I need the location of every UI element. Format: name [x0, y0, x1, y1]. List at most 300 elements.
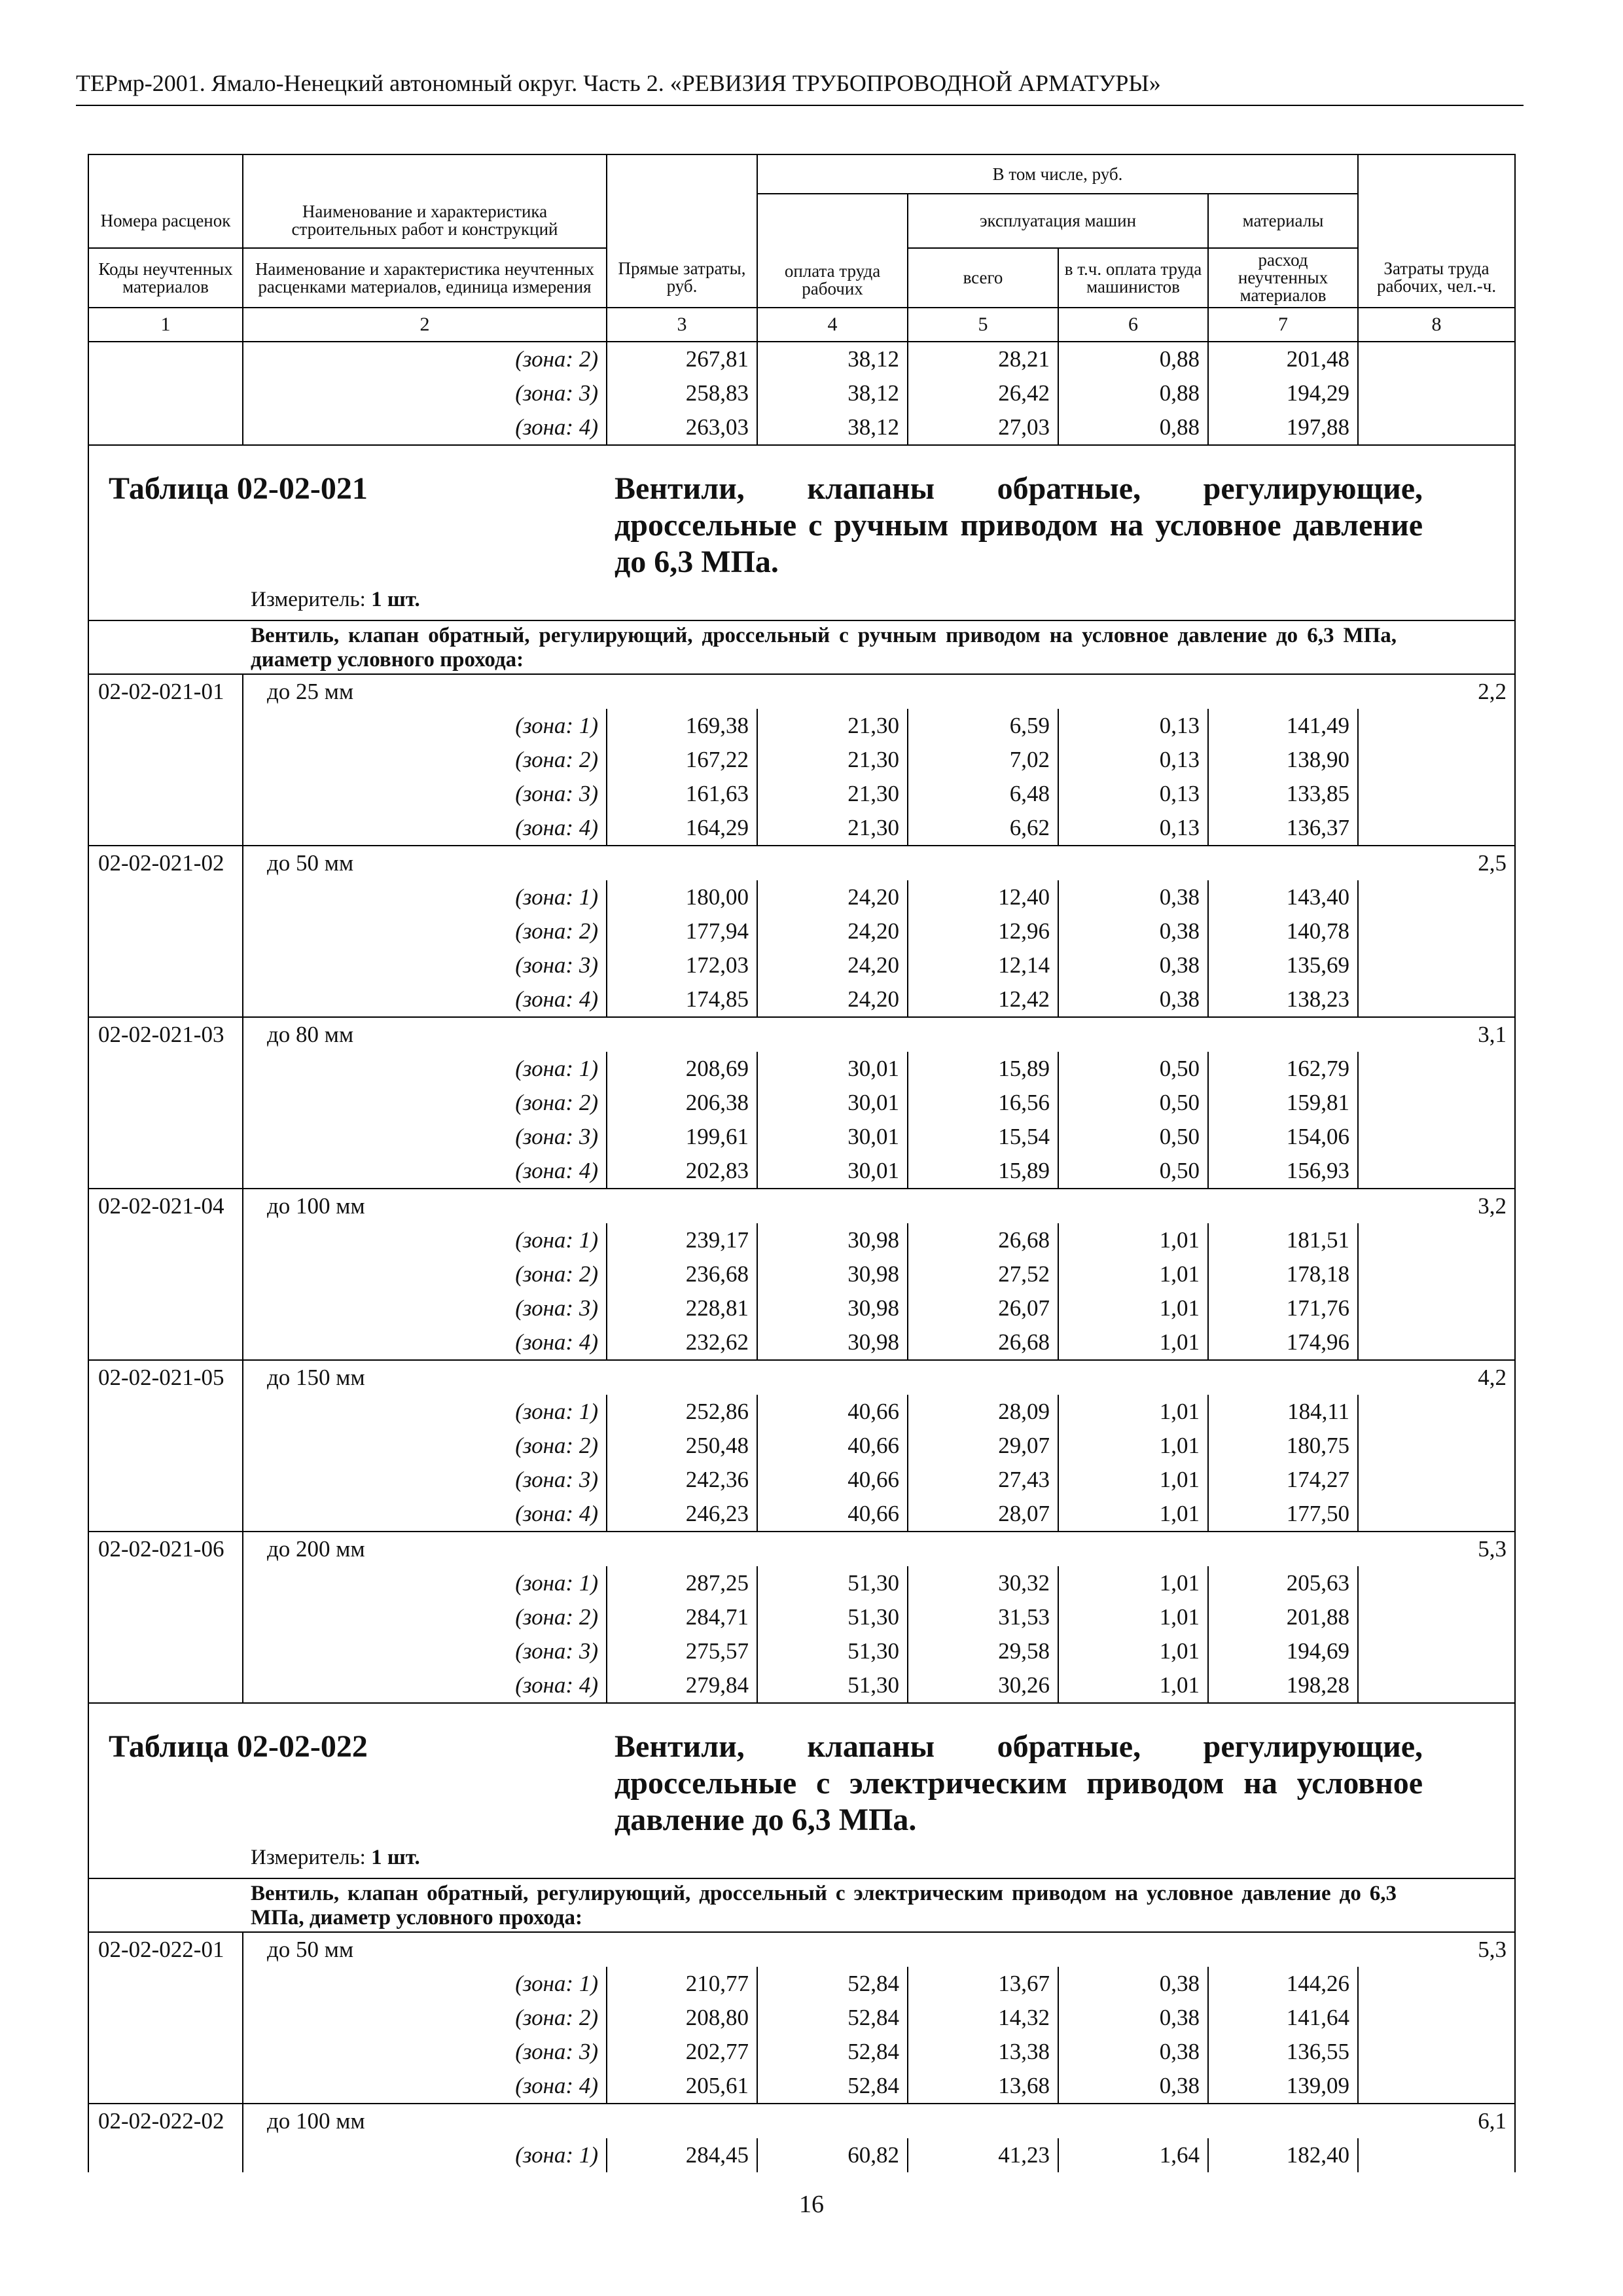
- zone-row: [88, 1600, 1515, 1634]
- rate-item-row: [88, 1189, 1515, 1223]
- machines-total-value: 12,40: [908, 880, 1058, 914]
- header-col1-top-blank: [88, 154, 243, 194]
- zone-row: [88, 1634, 1515, 1668]
- measure-row: [88, 581, 1515, 620]
- zone-row: [88, 1154, 1515, 1189]
- labor-hours-empty: [1358, 1291, 1515, 1325]
- materials-value: 171,76: [1208, 1291, 1358, 1325]
- column-number: 3: [607, 308, 757, 342]
- direct-costs-value: 228,81: [607, 1291, 757, 1325]
- code-cell-empty: [88, 1325, 243, 1360]
- worker-pay-value: 51,30: [757, 1634, 908, 1668]
- code-cell-empty: [88, 2138, 243, 2172]
- header-worker-pay: оплата труда рабочих: [757, 194, 908, 308]
- code-cell-empty: [88, 342, 243, 376]
- code-cell-empty: [88, 914, 243, 948]
- zone-row: [88, 1223, 1515, 1257]
- zone-row: [88, 1497, 1515, 1532]
- zone-row: [88, 948, 1515, 982]
- worker-pay-value: 30,01: [757, 1052, 908, 1086]
- materials-value: 135,69: [1208, 948, 1358, 982]
- operator-pay-value: 1,01: [1058, 1223, 1208, 1257]
- operator-pay-value: 0,50: [1058, 1086, 1208, 1120]
- machines-total-value: 28,07: [908, 1497, 1058, 1532]
- direct-costs-value: 258,83: [607, 376, 757, 410]
- zone-label: (зона: 2): [243, 1086, 607, 1120]
- zone-label: (зона: 1): [243, 2138, 607, 2172]
- direct-costs-value: 210,77: [607, 1967, 757, 2001]
- operator-pay-value: 1,64: [1058, 2138, 1208, 2172]
- operator-pay-value: 1,01: [1058, 1634, 1208, 1668]
- header-material-names: Наименование и характеристика неучтенных расценками материалов, единица измерения: [243, 248, 607, 308]
- zone-row: [88, 880, 1515, 914]
- machines-total-value: 28,09: [908, 1395, 1058, 1429]
- zone-label: (зона: 1): [243, 1566, 607, 1600]
- zone-row: [88, 1463, 1515, 1497]
- worker-pay-value: 21,30: [757, 743, 908, 777]
- rate-name: до 50 мм: [243, 1932, 1358, 1967]
- zone-label: (зона: 3): [243, 948, 607, 982]
- group-row: [88, 620, 1515, 674]
- operator-pay-value: 0,13: [1058, 777, 1208, 811]
- materials-value: 141,64: [1208, 2001, 1358, 2035]
- zone-label: (зона: 2): [243, 1600, 607, 1634]
- rate-code: 02-02-021-06: [88, 1532, 243, 1566]
- machines-total-value: 15,89: [908, 1052, 1058, 1086]
- operator-pay-value: 0,38: [1058, 914, 1208, 948]
- machines-total-value: 41,23: [908, 2138, 1058, 2172]
- zone-label: (зона: 3): [243, 1634, 607, 1668]
- zone-row: [88, 743, 1515, 777]
- rate-item-row: [88, 1532, 1515, 1566]
- materials-value: 174,96: [1208, 1325, 1358, 1360]
- code-cell-empty: [88, 1154, 243, 1189]
- code-cell-empty: [88, 1668, 243, 1703]
- machines-total-value: 12,96: [908, 914, 1058, 948]
- code-cell-empty: [88, 1634, 243, 1668]
- labor-hours-empty: [1358, 880, 1515, 914]
- direct-costs-value: 199,61: [607, 1120, 757, 1154]
- machines-total-value: 30,26: [908, 1668, 1058, 1703]
- zone-label: (зона: 1): [243, 1223, 607, 1257]
- code-cell-empty: [88, 1566, 243, 1600]
- code-cell-empty: [88, 743, 243, 777]
- machines-total-value: 28,21: [908, 342, 1058, 376]
- worker-pay-value: 40,66: [757, 1395, 908, 1429]
- measure-spacer: [88, 581, 243, 620]
- column-number: 1: [88, 308, 243, 342]
- materials-value: 140,78: [1208, 914, 1358, 948]
- materials-value: 182,40: [1208, 2138, 1358, 2172]
- rate-item-row: [88, 1932, 1515, 1967]
- operator-pay-value: 0,38: [1058, 1967, 1208, 2001]
- header-materials: материалы: [1208, 194, 1358, 248]
- operator-pay-value: 1,01: [1058, 1429, 1208, 1463]
- code-cell-empty: [88, 880, 243, 914]
- group-spacer: [88, 1878, 243, 1932]
- table-number: Таблица 02-02-021: [88, 445, 607, 581]
- labor-hours-empty: [1358, 342, 1515, 376]
- worker-pay-value: 24,20: [757, 948, 908, 982]
- materials-value: 143,40: [1208, 880, 1358, 914]
- machines-total-value: 6,62: [908, 811, 1058, 846]
- materials-value: 201,48: [1208, 342, 1358, 376]
- rates-table: [88, 154, 1516, 2172]
- labor-hours-empty: [1358, 743, 1515, 777]
- labor-hours-empty: [1358, 1967, 1515, 2001]
- operator-pay-value: 1,01: [1058, 1463, 1208, 1497]
- operator-pay-value: 1,01: [1058, 1566, 1208, 1600]
- labor-hours-empty: [1358, 709, 1515, 743]
- measure-spacer: [88, 1839, 243, 1878]
- table-body: [88, 154, 1515, 2172]
- materials-value: 154,06: [1208, 1120, 1358, 1154]
- labor-hours-empty: [1358, 2138, 1515, 2172]
- labor-hours-empty: [1358, 1634, 1515, 1668]
- direct-costs-value: 172,03: [607, 948, 757, 982]
- zone-label: (зона: 1): [243, 1395, 607, 1429]
- column-number: 6: [1058, 308, 1208, 342]
- machines-total-value: 14,32: [908, 2001, 1058, 2035]
- zone-row: [88, 811, 1515, 846]
- labor-hours-empty: [1358, 1120, 1515, 1154]
- machines-total-value: 29,58: [908, 1634, 1058, 1668]
- rate-item-row: [88, 2104, 1515, 2138]
- zone-label: (зона: 1): [243, 709, 607, 743]
- labor-hours-value: 5,3: [1358, 1932, 1515, 1967]
- rate-item-row: [88, 846, 1515, 880]
- zone-row: [88, 1291, 1515, 1325]
- group-title: Вентиль, клапан обратный, регулирующий, дроссельный с ручным приводом на условное давление до 6,3 МПа, диаметр условного прохода:: [243, 620, 1515, 674]
- machines-total-value: 13,68: [908, 2069, 1058, 2104]
- labor-hours-value: 2,2: [1358, 674, 1515, 709]
- rate-code: 02-02-021-04: [88, 1189, 243, 1223]
- rate-name: до 200 мм: [243, 1532, 1358, 1566]
- direct-costs-value: 208,80: [607, 2001, 757, 2035]
- code-cell-empty: [88, 948, 243, 982]
- labor-hours-empty: [1358, 1566, 1515, 1600]
- zone-label: (зона: 2): [243, 743, 607, 777]
- worker-pay-value: 24,20: [757, 880, 908, 914]
- labor-hours-empty: [1358, 2069, 1515, 2104]
- group-spacer: [88, 620, 243, 674]
- header-rate-numbers: Номера расценок: [88, 194, 243, 248]
- rate-name: до 50 мм: [243, 846, 1358, 880]
- group-title: Вентиль, клапан обратный, регулирующий, дроссельный с электрическим приводом на условное давление до 6,3 МПа, диаметр условного прохода:: [243, 1878, 1515, 1932]
- zone-label: (зона: 4): [243, 1668, 607, 1703]
- zone-label: (зона: 3): [243, 1463, 607, 1497]
- code-cell-empty: [88, 1257, 243, 1291]
- labor-hours-empty: [1358, 410, 1515, 445]
- column-number: 2: [243, 308, 607, 342]
- zone-row: [88, 2001, 1515, 2035]
- labor-hours-empty: [1358, 376, 1515, 410]
- labor-hours-empty: [1358, 982, 1515, 1017]
- zone-row: [88, 1668, 1515, 1703]
- materials-value: 178,18: [1208, 1257, 1358, 1291]
- operator-pay-value: 0,38: [1058, 982, 1208, 1017]
- zone-row: [88, 982, 1515, 1017]
- zone-label: (зона: 2): [243, 914, 607, 948]
- materials-value: 205,63: [1208, 1566, 1358, 1600]
- code-cell-empty: [88, 709, 243, 743]
- header-work-name: Наименование и характеристика строительных работ и конструкций: [243, 194, 607, 248]
- machines-total-value: 7,02: [908, 743, 1058, 777]
- rate-item-row: [88, 1017, 1515, 1052]
- code-cell-empty: [88, 777, 243, 811]
- materials-value: 139,09: [1208, 2069, 1358, 2104]
- materials-value: 162,79: [1208, 1052, 1358, 1086]
- materials-value: 133,85: [1208, 777, 1358, 811]
- zone-row: [88, 2035, 1515, 2069]
- zone-label: (зона: 4): [243, 1154, 607, 1189]
- page-number: 16: [799, 2191, 824, 2218]
- worker-pay-value: 52,84: [757, 2069, 908, 2104]
- zone-label: (зона: 4): [243, 410, 607, 445]
- direct-costs-value: 236,68: [607, 1257, 757, 1291]
- column-number: 7: [1208, 308, 1358, 342]
- labor-hours-empty: [1358, 1668, 1515, 1703]
- table-title-row: [88, 445, 1515, 581]
- rate-name: до 100 мм: [243, 1189, 1358, 1223]
- operator-pay-value: 0,88: [1058, 342, 1208, 376]
- zone-label: (зона: 1): [243, 880, 607, 914]
- worker-pay-value: 38,12: [757, 376, 908, 410]
- zone-label: (зона: 3): [243, 1120, 607, 1154]
- machines-total-value: 27,52: [908, 1257, 1058, 1291]
- operator-pay-value: 0,38: [1058, 2035, 1208, 2069]
- worker-pay-value: 40,66: [757, 1463, 908, 1497]
- direct-costs-value: 252,86: [607, 1395, 757, 1429]
- operator-pay-value: 0,13: [1058, 743, 1208, 777]
- machines-total-value: 26,68: [908, 1325, 1058, 1360]
- labor-hours-value: 5,3: [1358, 1532, 1515, 1566]
- machines-total-value: 6,48: [908, 777, 1058, 811]
- code-cell-empty: [88, 376, 243, 410]
- labor-hours-empty: [1358, 1086, 1515, 1120]
- materials-value: 177,50: [1208, 1497, 1358, 1532]
- zone-label: (зона: 3): [243, 2035, 607, 2069]
- zone-label: (зона: 3): [243, 777, 607, 811]
- code-cell-empty: [88, 410, 243, 445]
- operator-pay-value: 1,01: [1058, 1497, 1208, 1532]
- labor-hours-empty: [1358, 2001, 1515, 2035]
- worker-pay-value: 30,98: [757, 1291, 908, 1325]
- table-title-row: [88, 1703, 1515, 1839]
- zone-label: (зона: 2): [243, 342, 607, 376]
- worker-pay-value: 40,66: [757, 1429, 908, 1463]
- materials-value: 174,27: [1208, 1463, 1358, 1497]
- zone-row: [88, 2138, 1515, 2172]
- worker-pay-value: 30,98: [757, 1257, 908, 1291]
- materials-value: 194,29: [1208, 376, 1358, 410]
- code-cell-empty: [88, 1086, 243, 1120]
- measure-value: 1 шт.: [371, 588, 420, 611]
- labor-hours-empty: [1358, 2035, 1515, 2069]
- header-rule: [76, 105, 1524, 106]
- zone-label: (зона: 4): [243, 1325, 607, 1360]
- worker-pay-value: 51,30: [757, 1668, 908, 1703]
- worker-pay-value: 51,30: [757, 1566, 908, 1600]
- machines-total-value: 13,67: [908, 1967, 1058, 2001]
- header-material-codes: Коды неучтенных материалов: [88, 248, 243, 308]
- rate-code: 02-02-021-01: [88, 674, 243, 709]
- operator-pay-value: 0,13: [1058, 811, 1208, 846]
- operator-pay-value: 0,88: [1058, 376, 1208, 410]
- zone-label: (зона: 3): [243, 1291, 607, 1325]
- direct-costs-value: 164,29: [607, 811, 757, 846]
- worker-pay-value: 21,30: [757, 811, 908, 846]
- direct-costs-value: 232,62: [607, 1325, 757, 1360]
- direct-costs-value: 267,81: [607, 342, 757, 376]
- code-cell-empty: [88, 1223, 243, 1257]
- machines-total-value: 13,38: [908, 2035, 1058, 2069]
- zone-row: [88, 1566, 1515, 1600]
- zone-label: (зона: 1): [243, 1967, 607, 2001]
- zone-row: [88, 2069, 1515, 2104]
- code-cell-empty: [88, 982, 243, 1017]
- rate-item-row: [88, 1360, 1515, 1395]
- machines-total-value: 30,32: [908, 1566, 1058, 1600]
- operator-pay-value: 1,01: [1058, 1291, 1208, 1325]
- direct-costs-value: 169,38: [607, 709, 757, 743]
- code-cell-empty: [88, 1120, 243, 1154]
- zone-label: (зона: 1): [243, 1052, 607, 1086]
- rate-code: 02-02-021-02: [88, 846, 243, 880]
- materials-value: 198,28: [1208, 1668, 1358, 1703]
- direct-costs-value: 275,57: [607, 1634, 757, 1668]
- worker-pay-value: 38,12: [757, 410, 908, 445]
- zone-row: [88, 1967, 1515, 2001]
- worker-pay-value: 21,30: [757, 709, 908, 743]
- direct-costs-value: 263,03: [607, 410, 757, 445]
- materials-value: 194,69: [1208, 1634, 1358, 1668]
- rate-code: 02-02-021-03: [88, 1017, 243, 1052]
- zone-row: [88, 1429, 1515, 1463]
- operator-pay-value: 1,01: [1058, 1668, 1208, 1703]
- direct-costs-value: 202,77: [607, 2035, 757, 2069]
- labor-hours-empty: [1358, 1429, 1515, 1463]
- machines-total-value: 26,68: [908, 1223, 1058, 1257]
- code-cell-empty: [88, 2035, 243, 2069]
- machines-total-value: 15,89: [908, 1154, 1058, 1189]
- worker-pay-value: 60,82: [757, 2138, 908, 2172]
- direct-costs-value: 208,69: [607, 1052, 757, 1086]
- code-cell-empty: [88, 1052, 243, 1086]
- header-operator-pay: в т.ч. оплата труда машинистов: [1058, 248, 1208, 308]
- measure-label: Измеритель:: [251, 588, 366, 611]
- labor-hours-value: 2,5: [1358, 846, 1515, 880]
- worker-pay-value: 30,01: [757, 1154, 908, 1189]
- materials-value: 138,90: [1208, 743, 1358, 777]
- worker-pay-value: 52,84: [757, 1967, 908, 2001]
- labor-hours-empty: [1358, 1223, 1515, 1257]
- code-cell-empty: [88, 1600, 243, 1634]
- materials-value: 144,26: [1208, 1967, 1358, 2001]
- materials-value: 136,37: [1208, 811, 1358, 846]
- operator-pay-value: 0,38: [1058, 2001, 1208, 2035]
- measure-row: [88, 1839, 1515, 1878]
- header-direct-costs: Прямые затраты, руб.: [607, 154, 757, 308]
- direct-costs-value: 246,23: [607, 1497, 757, 1532]
- worker-pay-value: 30,01: [757, 1086, 908, 1120]
- rate-code: 02-02-022-02: [88, 2104, 243, 2138]
- direct-costs-value: 180,00: [607, 880, 757, 914]
- direct-costs-value: 174,85: [607, 982, 757, 1017]
- table-title: Вентили, клапаны обратные, регулирующие, дроссельные с электрическим приводом на условное давление до 6,3 МПа.: [607, 1703, 1515, 1839]
- labor-hours-value: 3,2: [1358, 1189, 1515, 1223]
- zone-row: [88, 777, 1515, 811]
- direct-costs-value: 279,84: [607, 1668, 757, 1703]
- labor-hours-value: 4,2: [1358, 1360, 1515, 1395]
- machines-total-value: 15,54: [908, 1120, 1058, 1154]
- zone-row: [88, 1257, 1515, 1291]
- group-row: [88, 1878, 1515, 1932]
- worker-pay-value: 40,66: [757, 1497, 908, 1532]
- header-labor-hours: Затраты труда рабочих, чел.-ч.: [1358, 154, 1515, 308]
- operator-pay-value: 0,50: [1058, 1120, 1208, 1154]
- materials-value: 138,23: [1208, 982, 1358, 1017]
- measure-label: Измеритель:: [251, 1846, 366, 1869]
- zone-label: (зона: 4): [243, 1497, 607, 1532]
- zone-label: (зона: 2): [243, 2001, 607, 2035]
- materials-value: 141,49: [1208, 709, 1358, 743]
- direct-costs-value: 250,48: [607, 1429, 757, 1463]
- materials-value: 136,55: [1208, 2035, 1358, 2069]
- direct-costs-value: 177,94: [607, 914, 757, 948]
- machines-total-value: 26,07: [908, 1291, 1058, 1325]
- operator-pay-value: 1,01: [1058, 1395, 1208, 1429]
- machines-total-value: 27,43: [908, 1463, 1058, 1497]
- labor-hours-empty: [1358, 811, 1515, 846]
- machines-total-value: 31,53: [908, 1600, 1058, 1634]
- rate-name: до 150 мм: [243, 1360, 1358, 1395]
- running-header: ТЕРмр-2001. Ямало-Ненецкий автономный округ. Часть 2. «РЕВИЗИЯ ТРУБОПРОВОДНОЙ АРМАТУРЫ»: [76, 70, 1161, 96]
- worker-pay-value: 52,84: [757, 2001, 908, 2035]
- header-material-consumption: расход неучтенных материалов: [1208, 248, 1358, 308]
- zone-row: [88, 1325, 1515, 1360]
- machines-total-value: 27,03: [908, 410, 1058, 445]
- zone-row: [88, 1086, 1515, 1120]
- code-cell-empty: [88, 2069, 243, 2104]
- worker-pay-value: 21,30: [757, 777, 908, 811]
- operator-pay-value: 0,50: [1058, 1154, 1208, 1189]
- table-number: Таблица 02-02-022: [88, 1703, 607, 1839]
- rate-name: до 100 мм: [243, 2104, 1358, 2138]
- labor-hours-empty: [1358, 948, 1515, 982]
- materials-value: 184,11: [1208, 1395, 1358, 1429]
- zone-row: [88, 1395, 1515, 1429]
- direct-costs-value: 242,36: [607, 1463, 757, 1497]
- operator-pay-value: 0,38: [1058, 948, 1208, 982]
- column-number: 4: [757, 308, 908, 342]
- code-cell-empty: [88, 1463, 243, 1497]
- worker-pay-value: 51,30: [757, 1600, 908, 1634]
- worker-pay-value: 24,20: [757, 982, 908, 1017]
- header-including: В том числе, руб.: [757, 154, 1358, 194]
- rate-item-row: [88, 674, 1515, 709]
- code-cell-empty: [88, 1429, 243, 1463]
- labor-hours-value: 6,1: [1358, 2104, 1515, 2138]
- operator-pay-value: 1,01: [1058, 1325, 1208, 1360]
- labor-hours-empty: [1358, 914, 1515, 948]
- materials-value: 156,93: [1208, 1154, 1358, 1189]
- zone-row: [88, 709, 1515, 743]
- machines-total-value: 12,42: [908, 982, 1058, 1017]
- zone-row: [88, 410, 1515, 445]
- zone-label: (зона: 3): [243, 376, 607, 410]
- measure: [243, 581, 1515, 620]
